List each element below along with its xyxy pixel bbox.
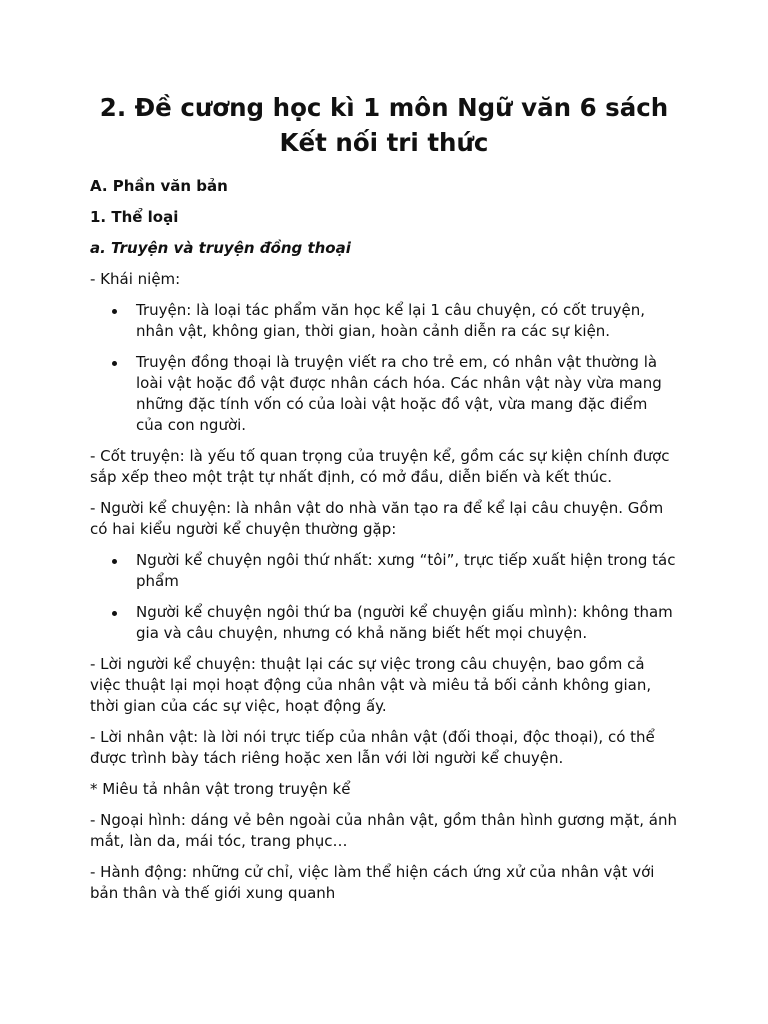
paragraph-loi-nguoi-ke: - Lời người kể chuyện: thuật lại các sự việc trong câu chuyện, bao gồm cả việc thuật lại mọi hoạt động của nhân vật và miêu tả bối cảnh không gian, thời gian của các sự việc, hoạt động ấy. [90, 655, 652, 715]
paragraph-ngoai-hinh: - Ngoại hình: dáng vẻ bên ngoài của nhân vật, gồm thân hình gương mặt, ánh mắt, làn da, mái tóc, trang phục… [90, 811, 677, 850]
section-heading-a: A. Phần văn bản [90, 177, 228, 195]
list-item: Truyện đồng thoại là truyện viết ra cho trẻ em, có nhân vật thường là loài vật hoặc đồ vật được nhân cách hóa. Các nhân vật này vừa mang những đặc tính vốn có của loài vật hoặc đồ vật, vừa mang đặc điểm của con người. [90, 352, 678, 436]
paragraph-khai-niem: - Khái niệm: [90, 270, 181, 288]
list-item: Truyện: là loại tác phẩm văn học kể lại 1 câu chuyện, có cốt truyện, nhân vật, không gian, thời gian, hoàn cảnh diễn ra các sự kiện. [90, 300, 678, 342]
subsection-heading-a: a. Truyện và truyện đồng thoại [90, 239, 351, 257]
paragraph-cot-truyen: - Cốt truyện: là yếu tố quan trọng của truyện kể, gồm các sự kiện chính được sắp xếp theo một trật tự nhất định, có mở đầu, diễn biến và kết thúc. [90, 447, 670, 486]
list-item: Người kể chuyện ngôi thứ ba (người kể chuyện giấu mình): không tham gia và câu chuyện, nhưng có khả năng biết hết mọi chuyện. [90, 602, 678, 644]
paragraph-nguoi-ke-chuyen: - Người kể chuyện: là nhân vật do nhà văn tạo ra để kể lại câu chuyện. Gồm có hai kiểu người kể chuyện thường gặp: [90, 499, 664, 538]
document-title [90, 90, 678, 160]
bullet-list-khai-niem [90, 300, 678, 436]
title-line-1: 2. Đề cương học kì 1 môn Ngữ văn 6 sách [99, 93, 669, 122]
title-line-2: Kết nối tri thức [279, 128, 489, 157]
bullet-list-nguoi-ke [90, 550, 678, 644]
paragraph-loi-nhan-vat: - Lời nhân vật: là lời nói trực tiếp của nhân vật (đối thoại, độc thoại), có thể được trình bày tách riêng hoặc xen lẫn với lời người kể chuyện. [90, 728, 655, 767]
list-item: Người kể chuyện ngôi thứ nhất: xưng “tôi”, trực tiếp xuất hiện trong tác phẩm [90, 550, 678, 592]
section-heading-1: 1. Thể loại [90, 208, 179, 226]
paragraph-mieu-ta: * Miêu tả nhân vật trong truyện kể [90, 780, 351, 798]
paragraph-hanh-dong: - Hành động: những cử chỉ, việc làm thể hiện cách ứng xử của nhân vật với bản thân và thế giới xung quanh [90, 863, 655, 902]
